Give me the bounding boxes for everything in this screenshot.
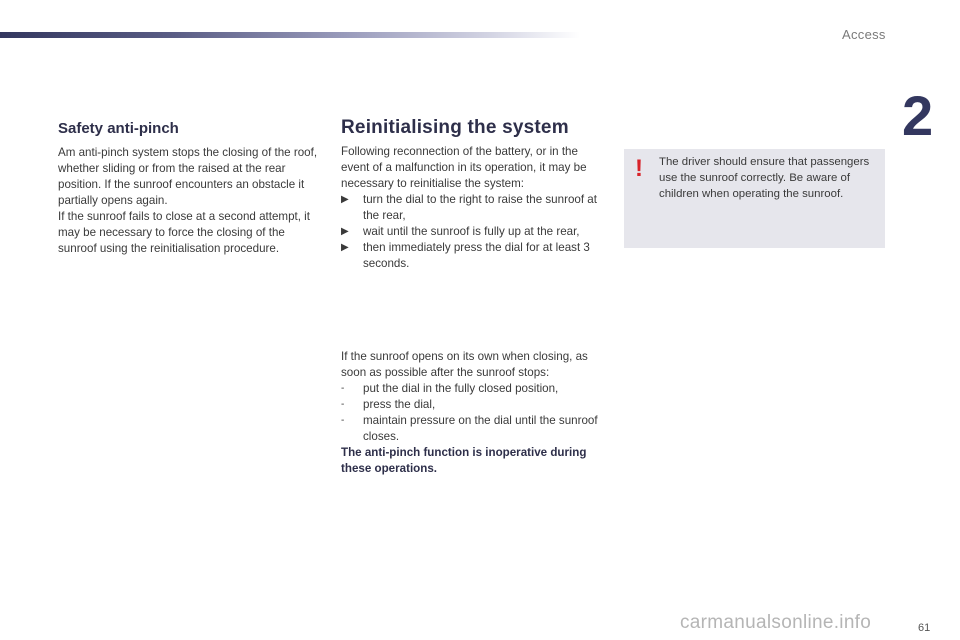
safety-anti-pinch-column [58, 121, 320, 257]
section-label: Access [842, 27, 886, 42]
safety-anti-pinch-title: Safety anti-pinch [58, 120, 179, 137]
reinitialising-column [341, 117, 607, 272]
followup-steps [341, 381, 607, 445]
safety-paragraph-1: Am anti-pinch system stops the closing of the roof, whether sliding or from the raised at the rear position. If the sunroof encounters an obstacle it partially opens again. [58, 146, 318, 207]
list-item: ▶ then immediately press the dial for at least 3 seconds. [341, 241, 590, 270]
warning-box [624, 149, 885, 248]
dash-bullet: - [341, 399, 345, 410]
list-item: - put the dial in the fully closed position, [341, 382, 559, 395]
reinitialising-intro: Following reconnection of the battery, or in the event of a malfunction in its operation, it may be necessary to reinitialise the system: [341, 145, 587, 190]
header-gradient-bar [0, 32, 580, 38]
safety-paragraph-2: If the sunroof fails to close at a second attempt, it may be necessary to force the closing of the sunroof using the reinitialisation procedure. [58, 210, 310, 255]
followup-intro: If the sunroof opens on its own when closing, as soon as possible after the sunroof stops: [341, 350, 588, 379]
reinitialising-title: Reinitialising the system [341, 117, 569, 138]
page-number: 61 [918, 622, 931, 634]
reinitialising-followup [341, 349, 607, 477]
anti-pinch-inoperative-note: The anti-pinch function is inoperative during these operations. [341, 446, 587, 475]
list-item: ▶ wait until the sunroof is fully up at the rear, [341, 225, 580, 238]
warning-text: The driver should ensure that passengers use the sunroof correctly. Be aware of children when operating the sunroof. [659, 156, 870, 200]
dash-bullet: - [341, 383, 345, 394]
arrow-bullet-icon: ▶ [341, 242, 349, 253]
list-item: ▶ turn the dial to the right to raise the sunroof at the rear, [341, 193, 597, 222]
chapter-number: 2 [902, 84, 934, 147]
list-item: - press the dial, [341, 398, 436, 411]
exclamation-warning-icon: ! [635, 155, 643, 182]
arrow-bullet-icon: ▶ [341, 226, 349, 237]
arrow-bullet-icon: ▶ [341, 194, 349, 205]
dash-bullet: - [341, 415, 345, 426]
watermark-text: carmanualsonline.info [680, 612, 872, 633]
reinitialising-steps [341, 192, 607, 272]
list-item: - maintain pressure on the dial until the sunroof closes. [341, 414, 598, 443]
